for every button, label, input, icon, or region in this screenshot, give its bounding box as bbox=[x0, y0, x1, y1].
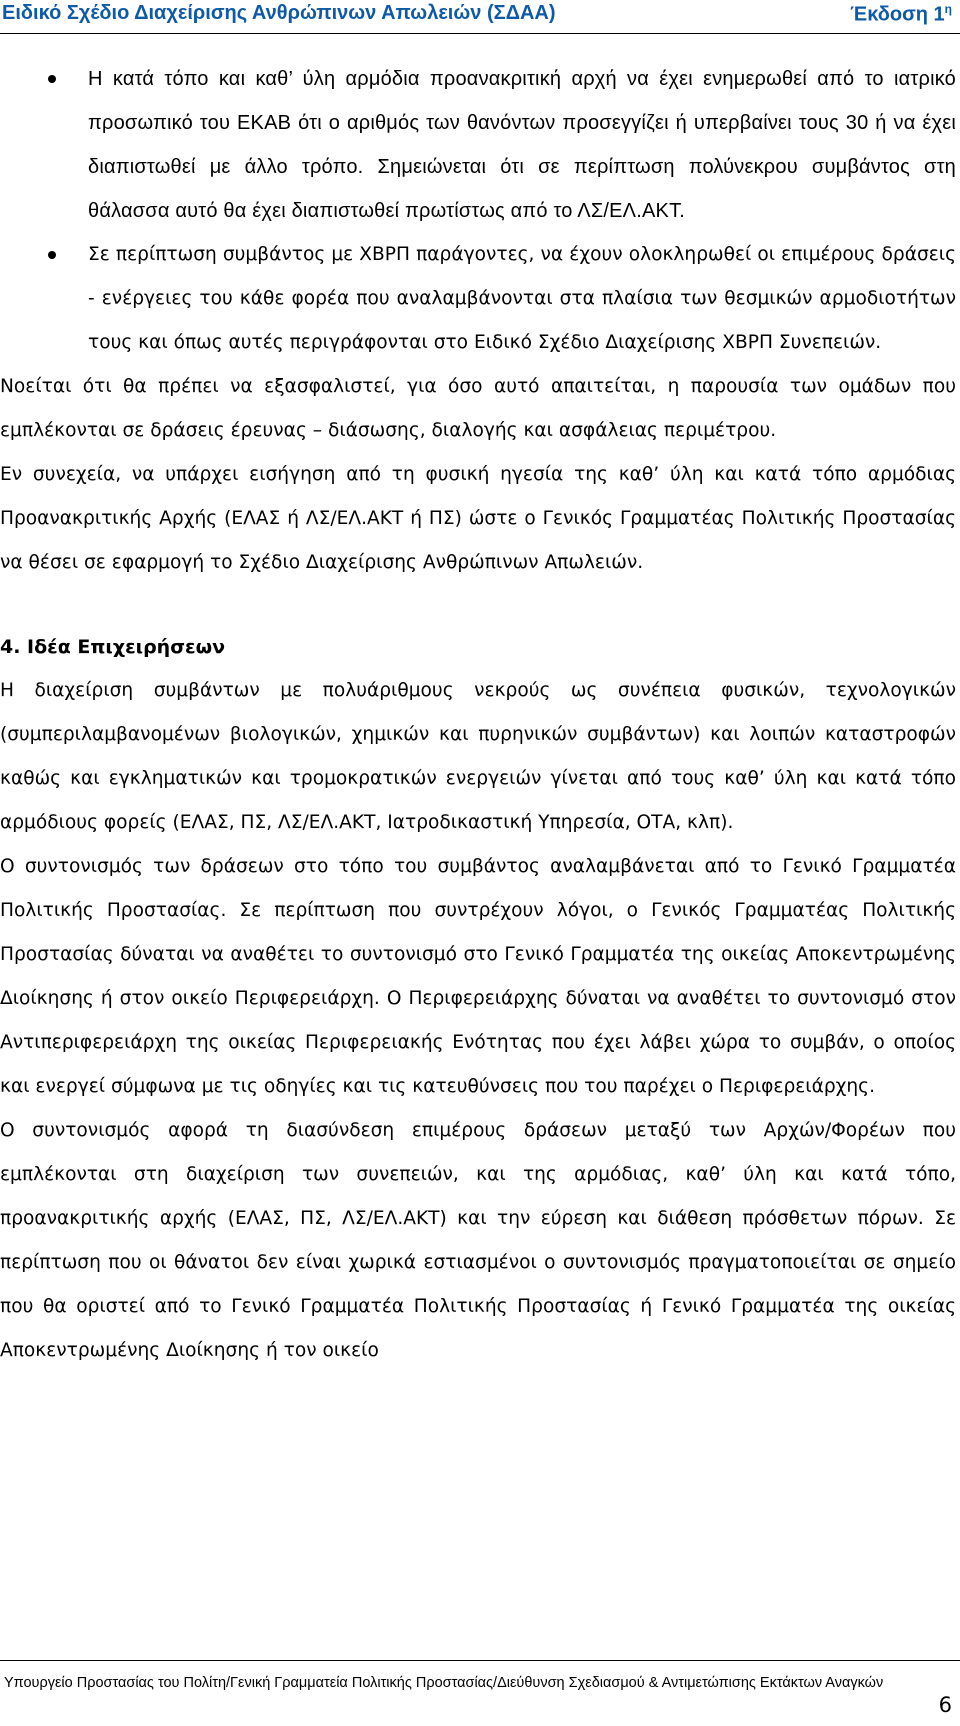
section-spacer bbox=[0, 585, 956, 625]
paragraph: Ο συντονισμός των δράσεων στο τόπο του συμβάντος αναλαμβάνεται από το Γενικό Γραμματέα Πολιτικής Προστασίας. Σε περίπτωση που συντρέχουν λόγοι, ο Γενικός Γραμματέας Πολιτικής Προστασίας δύναται να αναθέτει το συντονισμό στο Γενικό Γραμματέα της οικείας Αποκεντρωμένης Διοίκησης ή στον οικείο Περιφερειάρχη. Ο Περιφερειάρχης δύναται να αναθέτει το συντονισμό στον Αντιπεριφερειάρχη της οικείας Περιφερειακής Ενότητας που έχει λάβει χώρα το συμβάν, ο οποίος και ενεργεί σύμφωνα με τις οδηγίες και τις κατευθύνσεις που του παρέχει ο Περιφερειάρχης. bbox=[0, 856, 956, 1097]
header-edition bbox=[850, 2, 952, 27]
paragraph: Η διαχείριση συμβάντων με πολυάριθμους νεκρούς ως συνέπεια φυσικών, τεχνολογικών (συμπεριλαμβανομένων βιολογικών, χημικών και πυρηνικών συμβάντων) και λοιπών καταστροφών καθώς και εγκληματικών και τρομοκρατικών ενεργειών γίνεται από τους καθ’ ύλη και κατά τόπο αρμόδιους φορείς (ΕΛΑΣ, ΠΣ, ΛΣ/ΕΛ.ΑΚΤ, Ιατροδικαστική Υπηρεσία, ΟΤΑ, κλπ). bbox=[0, 680, 956, 833]
page-footer bbox=[0, 1660, 960, 1726]
footer-text: Υπουργείο Προστασίας του Πολίτη/Γενική Γραμματεία Πολιτικής Προστασίας/Διεύθυνση Σχεδιασμού & Αντιμετώπισης Εκτάκτων Αναγκών bbox=[4, 1675, 884, 1691]
bullet-text: Σε περίπτωση συμβάντος με ΧΒΡΠ παράγοντες, να έχουν ολοκληρωθεί οι επιμέρους δράσεις - ενέργειες του κάθε φορέα που αναλαμβάνονται στα πλαίσια των θεσμικών αρμοδιοτήτων τους και όπως αυτές περιγράφονται στο Ειδικό Σχέδιο Διαχείρισης ΧΒΡΠ Συνεπειών. bbox=[88, 244, 956, 353]
page-number: 6 bbox=[938, 1693, 952, 1717]
bullet-text: Η κατά τόπο και καθ’ ύλη αρμόδια προανακριτική αρχή να έχει ενημερωθεί από το ιατρικό προσωπικό του ΕΚΑΒ ότι ο αριθμός των θανόντων προσεγγίζει ή υπερβαίνει τους 30 ή να έχει διαπιστωθεί με άλλο τρόπο. Σημειώνεται ότι σε περίπτωση πολύνεκρου συμβάντος στη θάλασσα αυτό θα έχει διαπιστωθεί πρωτίστως από το ΛΣ/ΕΛ.ΑΚΤ. bbox=[88, 68, 956, 222]
edition-superscript: η bbox=[944, 2, 952, 16]
bullet-item bbox=[0, 57, 956, 233]
paragraph: Ο συντονισμός αφορά τη διασύνδεση επιμέρους δράσεων μεταξύ των Αρχών/Φορέων που εμπλέκονται στη διαχείριση των συνεπειών, και της αρμόδιας, καθ’ ύλη και κατά τόπο, προανακριτικής αρχής (ΕΛΑΣ, ΠΣ, ΛΣ/ΕΛ.ΑΚΤ) και την εύρεση και διάθεση πρόσθετων πόρων. Σε περίπτωση που οι θάνατοι δεν είναι χωρικά εστιασμένοι ο συντονισμός πραγματοποιείται σε σημείο που θα οριστεί από το Γενικό Γραμματέα Πολιτικής Προστασίας ή Γενικό Γραμματέα της οικείας Αποκεντρωμένης Διοίκησης ή τον οικείο bbox=[0, 1120, 956, 1361]
edition-label: Έκδοση 1 bbox=[850, 3, 945, 26]
page-body bbox=[0, 57, 956, 1373]
bullet-icon bbox=[48, 75, 56, 83]
bullet-icon bbox=[48, 251, 56, 259]
header-title: Ειδικό Σχέδιο Διαχείρισης Ανθρώπινων Απωλειών (ΣΔΑΑ) bbox=[2, 2, 556, 24]
bullet-item bbox=[0, 233, 956, 365]
paragraph: Εν συνεχεία, να υπάρχει εισήγηση από τη φυσική ηγεσία της καθ’ ύλη και κατά τόπο αρμόδιας Προανακριτικής Αρχής (ΕΛΑΣ ή ΛΣ/ΕΛ.ΑΚΤ ή ΠΣ) ώστε ο Γενικός Γραμματέας Πολιτικής Προστασίας να θέσει σε εφαρμογή το Σχέδιο Διαχείρισης Ανθρώπινων Απωλειών. bbox=[0, 464, 956, 573]
paragraph: Νοείται ότι θα πρέπει να εξασφαλιστεί, για όσο αυτό απαιτείται, η παρουσία των ομάδων που εμπλέκονται σε δράσεις έρευνας – διάσωσης, διαλογής και ασφάλειας περιμέτρου. bbox=[0, 376, 956, 441]
page-header bbox=[0, 0, 960, 34]
section-heading: 4. Ιδέα Επιχειρήσεων bbox=[0, 636, 226, 658]
